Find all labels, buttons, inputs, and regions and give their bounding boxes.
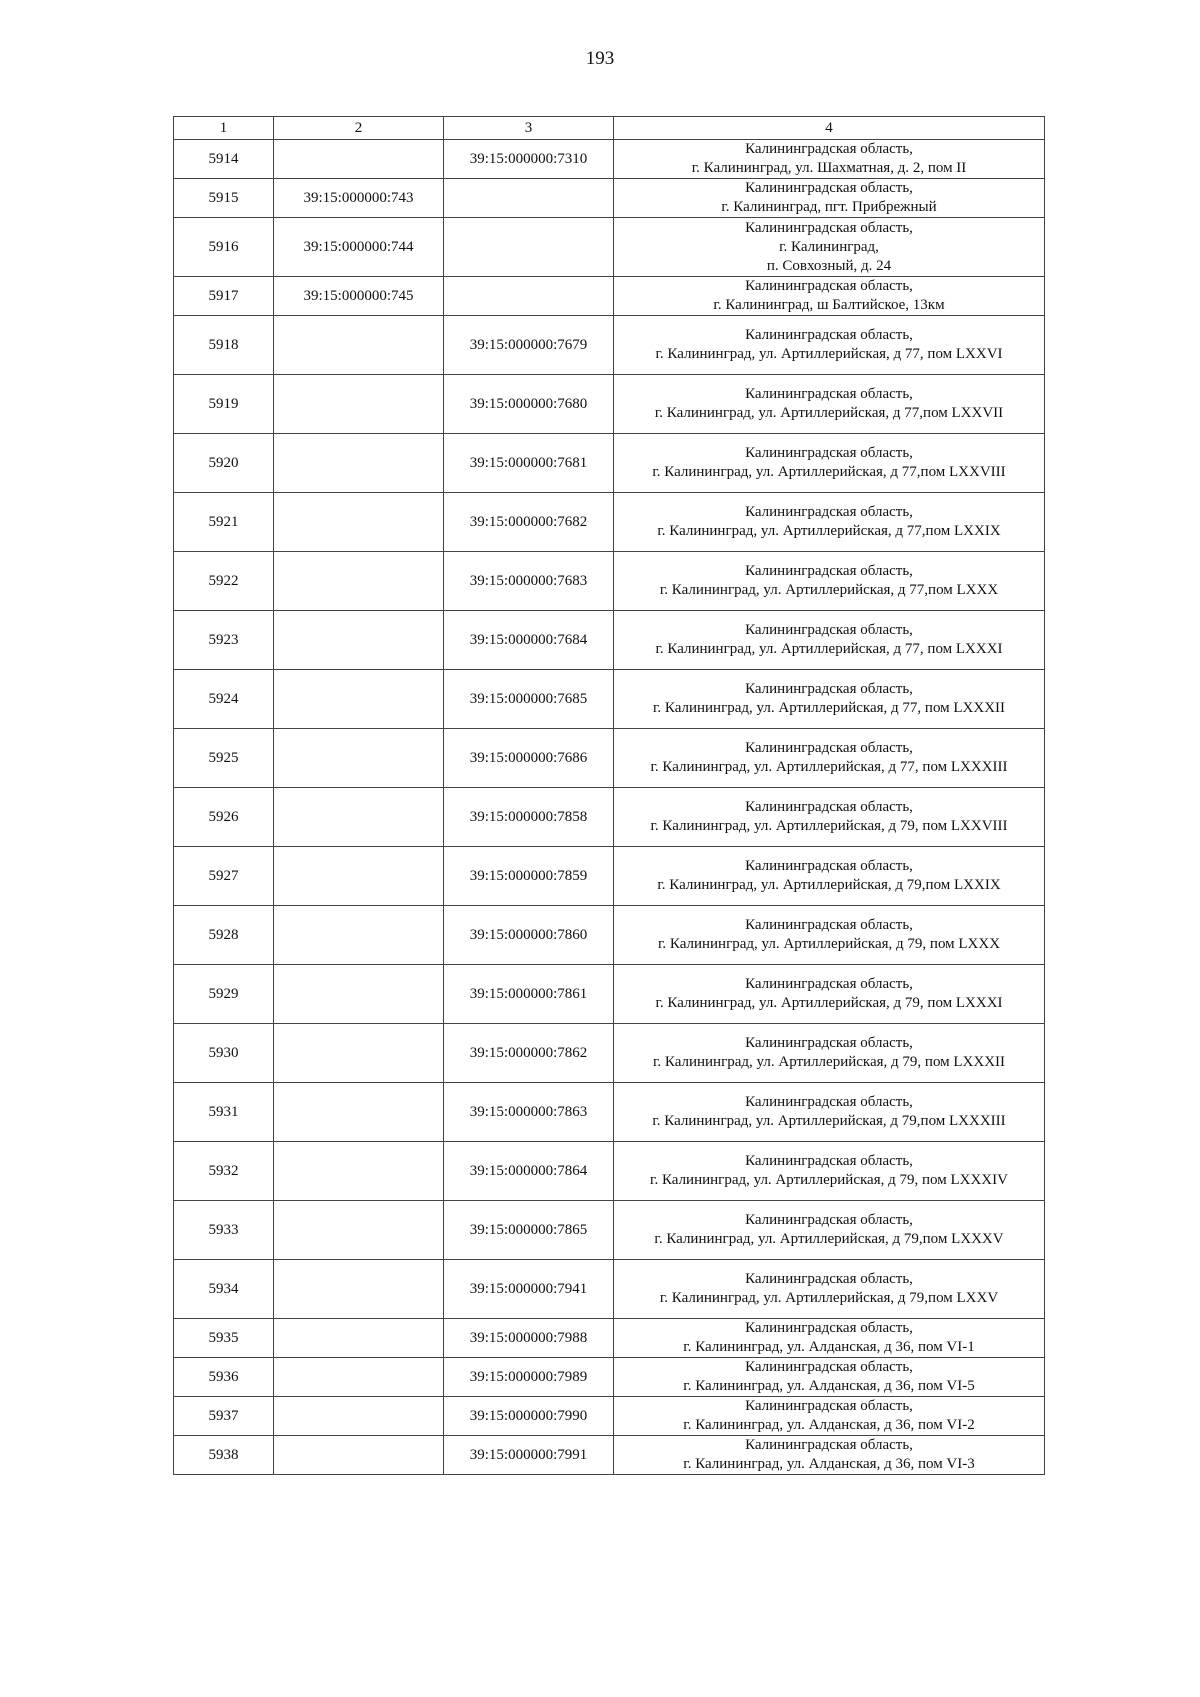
cadastral-number-cell bbox=[274, 729, 444, 788]
object-cadastral-number-cell bbox=[444, 218, 614, 277]
cadastral-number-cell: 39:15:000000:745 bbox=[274, 277, 444, 316]
address-line: Калининградская область, bbox=[745, 504, 913, 520]
address-line: г. Калининград, ул. Артиллерийская, д 79, пом LXXXIV bbox=[650, 1172, 1008, 1188]
address-line: Калининградская область, bbox=[745, 1398, 913, 1414]
row-number-cell: 5922 bbox=[174, 552, 274, 611]
object-cadastral-number-cell: 39:15:000000:7860 bbox=[444, 906, 614, 965]
row-number-cell: 5929 bbox=[174, 965, 274, 1024]
address-cell bbox=[614, 179, 1045, 218]
object-cadastral-number-cell: 39:15:000000:7864 bbox=[444, 1142, 614, 1201]
address-line: г. Калининград, ул. Артиллерийская, д 79, пом LXXXI bbox=[655, 995, 1003, 1011]
address-line: г. Калининград, ул. Артиллерийская, д 77,пом LXXVIII bbox=[652, 464, 1006, 480]
address-line: г. Калининград, ул. Алданская, д 36, пом VI-2 bbox=[683, 1417, 975, 1433]
address-cell bbox=[614, 1260, 1045, 1319]
registry-table bbox=[173, 116, 1045, 1475]
address-line: г. Калининград, пгт. Прибрежный bbox=[721, 199, 937, 215]
address-line: Калининградская область, bbox=[745, 1271, 913, 1287]
cadastral-number-cell bbox=[274, 1083, 444, 1142]
address-line: г. Калининград, ш Балтийское, 13км bbox=[713, 297, 945, 313]
address-line: Калининградская область, bbox=[745, 1212, 913, 1228]
address-line: Калининградская область, bbox=[745, 278, 913, 294]
row-number-cell: 5937 bbox=[174, 1397, 274, 1436]
object-cadastral-number-cell: 39:15:000000:7685 bbox=[444, 670, 614, 729]
object-cadastral-number-cell: 39:15:000000:7991 bbox=[444, 1436, 614, 1475]
table-row bbox=[174, 1358, 1045, 1397]
address-line: г. Калининград, ул. Артиллерийская, д 77, пом LXXXI bbox=[655, 641, 1003, 657]
cadastral-number-cell: 39:15:000000:743 bbox=[274, 179, 444, 218]
table-row bbox=[174, 434, 1045, 493]
address-line: Калининградская область, bbox=[745, 1153, 913, 1169]
object-cadastral-number-cell: 39:15:000000:7988 bbox=[444, 1319, 614, 1358]
cadastral-number-cell bbox=[274, 1024, 444, 1083]
cadastral-number-cell bbox=[274, 316, 444, 375]
object-cadastral-number-cell: 39:15:000000:7681 bbox=[444, 434, 614, 493]
object-cadastral-number-cell: 39:15:000000:7861 bbox=[444, 965, 614, 1024]
table-row bbox=[174, 1083, 1045, 1142]
address-line: г. Калининград, ул. Артиллерийская, д 79,пом LXXV bbox=[659, 1290, 999, 1306]
row-number-cell: 5936 bbox=[174, 1358, 274, 1397]
row-number-cell: 5935 bbox=[174, 1319, 274, 1358]
table-row bbox=[174, 1436, 1045, 1475]
object-cadastral-number-cell: 39:15:000000:7679 bbox=[444, 316, 614, 375]
table-row bbox=[174, 729, 1045, 788]
object-cadastral-number-cell bbox=[444, 277, 614, 316]
address-line: Калининградская область, bbox=[745, 180, 913, 196]
page-number: 193 bbox=[585, 48, 615, 69]
address-line: Калининградская область, bbox=[745, 445, 913, 461]
table-row bbox=[174, 847, 1045, 906]
table-row bbox=[174, 316, 1045, 375]
table-row bbox=[174, 788, 1045, 847]
address-line: Калининградская область, bbox=[745, 976, 913, 992]
address-cell bbox=[614, 729, 1045, 788]
address-line: Калининградская область, bbox=[745, 1094, 913, 1110]
row-number-cell: 5927 bbox=[174, 847, 274, 906]
row-number-cell: 5916 bbox=[174, 218, 274, 277]
address-cell bbox=[614, 375, 1045, 434]
cadastral-number-cell bbox=[274, 847, 444, 906]
address-line: Калининградская область, bbox=[745, 681, 913, 697]
object-cadastral-number-cell: 39:15:000000:7682 bbox=[444, 493, 614, 552]
object-cadastral-number-cell: 39:15:000000:7863 bbox=[444, 1083, 614, 1142]
row-number-cell: 5932 bbox=[174, 1142, 274, 1201]
address-line: Калининградская область, bbox=[745, 799, 913, 815]
cadastral-number-cell bbox=[274, 1358, 444, 1397]
row-number-cell: 5934 bbox=[174, 1260, 274, 1319]
object-cadastral-number-cell: 39:15:000000:7683 bbox=[444, 552, 614, 611]
row-number-cell: 5915 bbox=[174, 179, 274, 218]
address-line: Калининградская область, bbox=[745, 219, 913, 236]
table-row bbox=[174, 179, 1045, 218]
object-cadastral-number-cell: 39:15:000000:7865 bbox=[444, 1201, 614, 1260]
address-line: Калининградская область, bbox=[745, 1359, 913, 1375]
object-cadastral-number-cell: 39:15:000000:7862 bbox=[444, 1024, 614, 1083]
address-cell bbox=[614, 847, 1045, 906]
row-number-cell: 5925 bbox=[174, 729, 274, 788]
address-line: г. Калининград, bbox=[779, 238, 879, 255]
table-body bbox=[174, 140, 1045, 1475]
address-line: Калининградская область, bbox=[745, 740, 913, 756]
row-number-cell: 5917 bbox=[174, 277, 274, 316]
cadastral-number-cell bbox=[274, 1397, 444, 1436]
table-row bbox=[174, 375, 1045, 434]
cadastral-number-cell bbox=[274, 434, 444, 493]
cadastral-number-cell bbox=[274, 140, 444, 179]
object-cadastral-number-cell: 39:15:000000:7859 bbox=[444, 847, 614, 906]
row-number-cell: 5918 bbox=[174, 316, 274, 375]
address-cell bbox=[614, 434, 1045, 493]
header-col-3: 3 bbox=[444, 117, 614, 140]
address-line: г. Калининград, ул. Артиллерийская, д 77,пом LXXVII bbox=[654, 405, 1004, 421]
header-row bbox=[174, 117, 1045, 140]
address-line: г. Калининград, ул. Артиллерийская, д 79, пом LXXXII bbox=[652, 1054, 1006, 1070]
address-line: Калининградская область, bbox=[745, 563, 913, 579]
address-line: Калининградская область, bbox=[745, 386, 913, 402]
table-row bbox=[174, 611, 1045, 670]
address-cell bbox=[614, 1319, 1045, 1358]
cadastral-number-cell bbox=[274, 1319, 444, 1358]
address-line: Калининградская область, bbox=[745, 858, 913, 874]
cadastral-number-cell bbox=[274, 1436, 444, 1475]
address-line: г. Калининград, ул. Шахматная, д. 2, пом II bbox=[691, 160, 967, 176]
object-cadastral-number-cell: 39:15:000000:7680 bbox=[444, 375, 614, 434]
header-col-4: 4 bbox=[614, 117, 1045, 140]
row-number-cell: 5921 bbox=[174, 493, 274, 552]
address-cell bbox=[614, 218, 1045, 277]
address-line: г. Калининград, ул. Алданская, д 36, пом VI-5 bbox=[683, 1378, 975, 1394]
address-cell bbox=[614, 906, 1045, 965]
header-col-2: 2 bbox=[274, 117, 444, 140]
address-cell bbox=[614, 1201, 1045, 1260]
table-row bbox=[174, 1201, 1045, 1260]
cadastral-number-cell bbox=[274, 552, 444, 611]
address-cell bbox=[614, 277, 1045, 316]
address-line: г. Калининград, ул. Артиллерийская, д 77,пом LXXIX bbox=[657, 523, 1001, 539]
row-number-cell: 5924 bbox=[174, 670, 274, 729]
table-row bbox=[174, 140, 1045, 179]
address-cell bbox=[614, 493, 1045, 552]
table-row bbox=[174, 277, 1045, 316]
header-col-1: 1 bbox=[174, 117, 274, 140]
table-row bbox=[174, 965, 1045, 1024]
cadastral-number-cell bbox=[274, 611, 444, 670]
row-number-cell: 5926 bbox=[174, 788, 274, 847]
row-number-cell: 5914 bbox=[174, 140, 274, 179]
address-line: Калининградская область, bbox=[745, 1035, 913, 1051]
cadastral-number-cell bbox=[274, 788, 444, 847]
address-line: г. Калининград, ул. Артиллерийская, д 79, пом LXXX bbox=[657, 936, 1001, 952]
address-cell bbox=[614, 1436, 1045, 1475]
object-cadastral-number-cell: 39:15:000000:7990 bbox=[444, 1397, 614, 1436]
address-line: г. Калининград, ул. Артиллерийская, д 79,пом LXXIX bbox=[657, 877, 1001, 893]
address-line: Калининградская область, bbox=[745, 327, 913, 343]
row-number-cell: 5928 bbox=[174, 906, 274, 965]
object-cadastral-number-cell: 39:15:000000:7684 bbox=[444, 611, 614, 670]
address-line: Калининградская область, bbox=[745, 141, 913, 157]
cadastral-number-cell bbox=[274, 1142, 444, 1201]
table-header bbox=[174, 117, 1045, 140]
object-cadastral-number-cell bbox=[444, 179, 614, 218]
table-row bbox=[174, 1397, 1045, 1436]
cadastral-number-cell bbox=[274, 375, 444, 434]
object-cadastral-number-cell: 39:15:000000:7686 bbox=[444, 729, 614, 788]
table-row bbox=[174, 670, 1045, 729]
object-cadastral-number-cell: 39:15:000000:7941 bbox=[444, 1260, 614, 1319]
row-number-cell: 5923 bbox=[174, 611, 274, 670]
object-cadastral-number-cell: 39:15:000000:7989 bbox=[444, 1358, 614, 1397]
table-row bbox=[174, 1024, 1045, 1083]
table-row bbox=[174, 493, 1045, 552]
cadastral-number-cell bbox=[274, 965, 444, 1024]
address-cell bbox=[614, 965, 1045, 1024]
cadastral-number-cell bbox=[274, 670, 444, 729]
table-row bbox=[174, 1319, 1045, 1358]
cadastral-number-cell bbox=[274, 906, 444, 965]
address-line: г. Калининград, ул. Алданская, д 36, пом VI-3 bbox=[683, 1456, 975, 1472]
cadastral-number-cell: 39:15:000000:744 bbox=[274, 218, 444, 277]
address-cell bbox=[614, 1142, 1045, 1201]
address-line: г. Калининград, ул. Артиллерийская, д 79, пом LXXVIII bbox=[650, 818, 1008, 834]
object-cadastral-number-cell: 39:15:000000:7858 bbox=[444, 788, 614, 847]
address-cell bbox=[614, 670, 1045, 729]
table-row bbox=[174, 1142, 1045, 1201]
cadastral-number-cell bbox=[274, 493, 444, 552]
row-number-cell: 5938 bbox=[174, 1436, 274, 1475]
address-cell bbox=[614, 788, 1045, 847]
address-line: г. Калининград, ул. Артиллерийская, д 77, пом LXXVI bbox=[655, 346, 1003, 362]
row-number-cell: 5931 bbox=[174, 1083, 274, 1142]
address-cell bbox=[614, 552, 1045, 611]
row-number-cell: 5930 bbox=[174, 1024, 274, 1083]
address-cell bbox=[614, 316, 1045, 375]
address-line: Калининградская область, bbox=[745, 1437, 913, 1453]
row-number-cell: 5933 bbox=[174, 1201, 274, 1260]
address-line: г. Калининград, ул. Артиллерийская, д 77, пом LXXXII bbox=[652, 700, 1006, 716]
address-line: г. Калининград, ул. Артиллерийская, д 79,пом LXXXIII bbox=[652, 1113, 1006, 1129]
address-cell bbox=[614, 611, 1045, 670]
address-line: г. Калининград, ул. Артиллерийская, д 79,пом LXXXV bbox=[654, 1231, 1004, 1247]
cadastral-number-cell bbox=[274, 1260, 444, 1319]
address-line: Калининградская область, bbox=[745, 622, 913, 638]
cadastral-number-cell bbox=[274, 1201, 444, 1260]
address-line: г. Калининград, ул. Артиллерийская, д 77,пом LXXX bbox=[659, 582, 999, 598]
address-line: Калининградская область, bbox=[745, 1320, 913, 1336]
object-cadastral-number-cell: 39:15:000000:7310 bbox=[444, 140, 614, 179]
address-cell bbox=[614, 1358, 1045, 1397]
address-cell bbox=[614, 140, 1045, 179]
address-line: Калининградская область, bbox=[745, 917, 913, 933]
table-row bbox=[174, 218, 1045, 277]
table-row bbox=[174, 552, 1045, 611]
address-line: г. Калининград, ул. Артиллерийская, д 77, пом LXXXIII bbox=[650, 759, 1008, 775]
address-cell bbox=[614, 1024, 1045, 1083]
table-row bbox=[174, 906, 1045, 965]
address-cell bbox=[614, 1083, 1045, 1142]
address-cell bbox=[614, 1397, 1045, 1436]
row-number-cell: 5919 bbox=[174, 375, 274, 434]
row-number-cell: 5920 bbox=[174, 434, 274, 493]
address-line: п. Совхозный, д. 24 bbox=[766, 257, 892, 274]
table-row bbox=[174, 1260, 1045, 1319]
address-line: г. Калининград, ул. Алданская, д 36, пом VI-1 bbox=[683, 1339, 975, 1355]
